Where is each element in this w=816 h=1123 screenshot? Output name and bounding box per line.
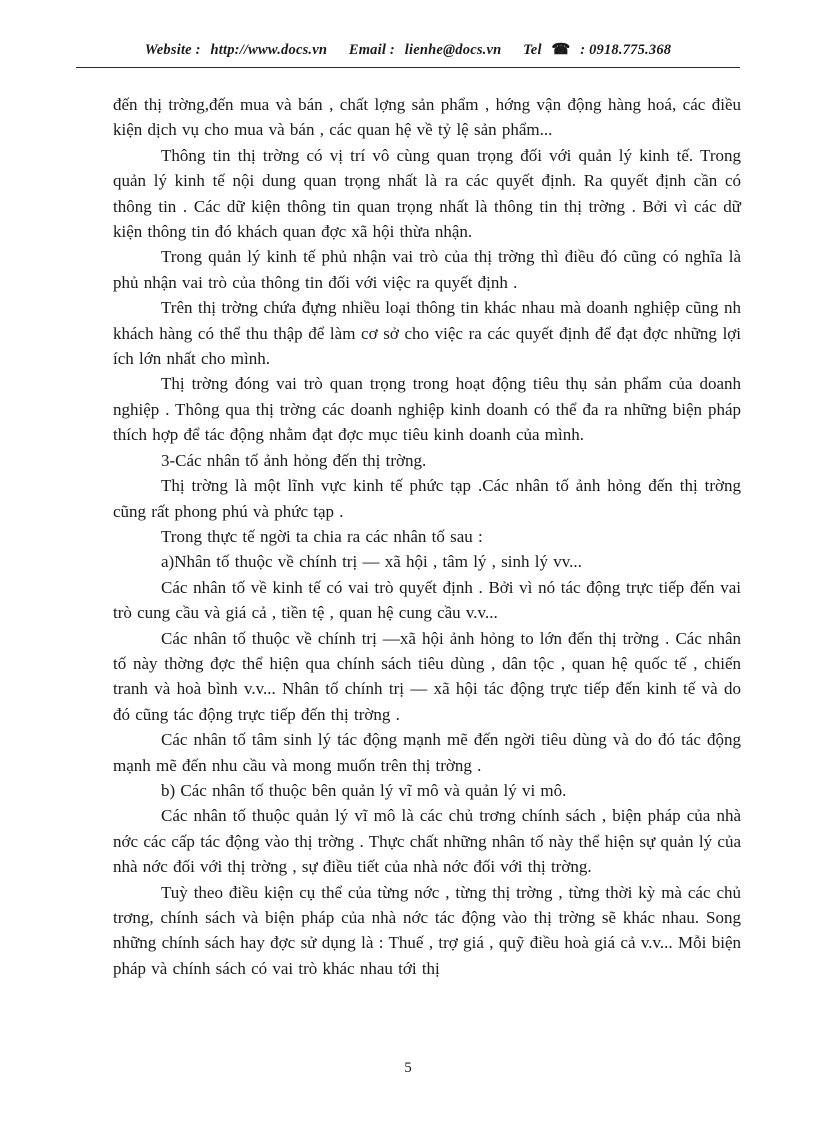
email-value: lienhe@docs.vn (404, 42, 502, 58)
list-item-a: a)Nhân tố thuộc về chính trị — xã hội , tâm lý , sinh lý vv... (161, 552, 582, 572)
paragraph: Trong thực tế ngời ta chia ra các nhân tố sau : (161, 526, 483, 546)
section-heading: 3-Các nhân tố ảnh hỏng đến thị trờng. (161, 450, 427, 470)
tel-label: Tel (523, 42, 542, 58)
website-url: http://www.docs.vn (210, 42, 328, 58)
paragraph: Tuỳ theo điều kiện cụ thể của từng nớc , từng thị trờng , từng thời kỳ mà các chủ trơng, chính sách và biện pháp của nhà nớc tác động vào thị trờng sẽ khác nhau. Song những chính sách hay đợc sử dụng là : Thuế , trợ giá , quỹ điều hoà giá cả v.v... Mỗi biện pháp và chính sách có vai trò khác nhau tới thị (113, 882, 741, 978)
paragraph: Thị trờng đóng vai trò quan trọng trong hoạt động tiêu thụ sản phẩm của doanh nghiệp . Thông qua thị trờng các doanh nghiệp kinh doanh có thể đa ra những biện pháp thích hợp để tác động nhằm đạt đợc mục tiêu kinh doanh của mình. (113, 374, 741, 445)
paragraph: Các nhân tố về kinh tế có vai trò quyết định . Bởi vì nó tác động trực tiếp đến vai trò cung cầu và giá cả , tiền tệ , quan hệ cung cầu v.v... (113, 577, 741, 623)
paragraph: Các nhân tố thuộc về chính trị —xã hội ảnh hỏng to lớn đến thị trờng . Các nhân tố này thờng đợc thể hiện qua chính sách tiêu dùng , dân tộc , quan hệ quốc tế , chiến tranh và hoà bình v.v... Nhân tố chính trị — xã hội tác động trực tiếp đến kinh tế và do đó cũng tác động trực tiếp đến thị trờng . (113, 628, 741, 724)
paragraph: Các nhân tố tâm sinh lý tác động mạnh mẽ đến ngời tiêu dùng và do đó tác động mạnh mẽ đến nhu cầu và mong muốn trên thị trờng . (113, 730, 741, 775)
page-number: 5 (404, 1060, 412, 1076)
paragraph: Thông tin thị trờng có vị trí vô cùng quan trọng đối với quản lý kinh tế. Trong quản lý kinh tế nội dung quan trọng nhất là ra các quyết định. Ra quyết định cần có thông tin . Các dữ kiện thông tin quan trọng nhất là thông tin thị trờng . Bởi vì các dữ kiện thông tin đó khách quan đợc xã hội thừa nhận. (113, 145, 741, 242)
paragraph: đến thị trờng,đến mua và bán , chất lợng sản phẩm , hớng vận động hàng hoá, các điều kiện dịch vụ cho mua và bán , các quan hệ về tỷ lệ sản phẩm... (113, 95, 741, 140)
document-body (113, 92, 741, 981)
paragraph: Thị trờng là một lĩnh vực kinh tế phức tạp .Các nhân tố ảnh hỏng đến thị trờng cũng rất phong phú và phức tạp . (113, 476, 741, 521)
tel-number: : 0918.775.368 (580, 42, 672, 58)
paragraph: Trong quản lý kinh tế phủ nhận vai trò của thị trờng thì điều đó cũng có nghĩa là phủ nhận vai trò của thông tin đối với việc ra quyết định . (113, 247, 741, 292)
page-header (76, 40, 740, 68)
paragraph: Các nhân tố thuộc quản lý vĩ mô là các chủ trơng chính sách , biện pháp của nhà nớc các cấp tác động vào thị trờng . Thực chất những nhân tố này thể hiện sự quản lý của nhà nớc đối với thị trờng , sự điều tiết của nhà nớc đối với thị trờng. (113, 806, 741, 877)
list-item-b: b) Các nhân tố thuộc bên quản lý vĩ mô và quản lý vi mô. (161, 780, 567, 800)
phone-icon: ☎ (551, 42, 571, 58)
email-label: Email : (348, 42, 395, 58)
website-label: Website : (144, 42, 201, 58)
paragraph: Trên thị trờng chứa đựng nhiều loại thông tin khác nhau mà doanh nghiệp cũng nh khách hàng có thể thu thập để làm cơ sở cho việc ra các quyết định để đạt đợc những lợi ích lớn nhất cho mình. (113, 298, 741, 369)
